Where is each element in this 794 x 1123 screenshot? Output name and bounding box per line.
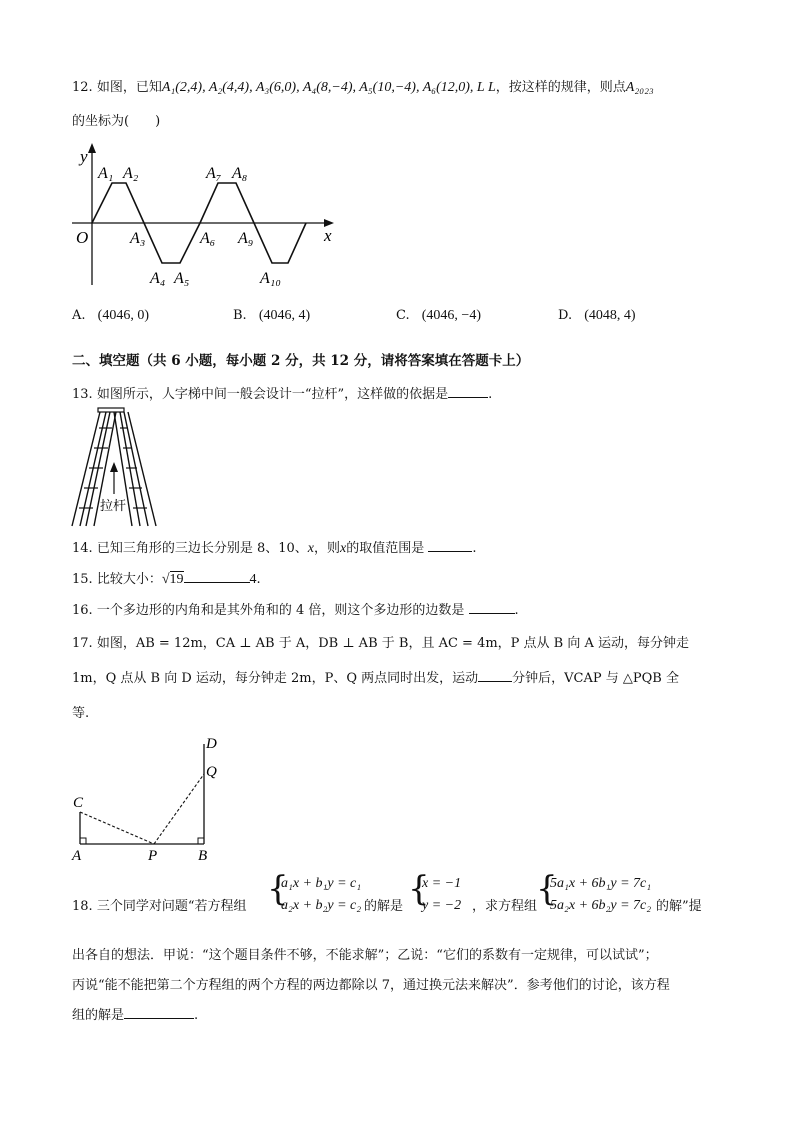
q17-answer-blank[interactable] — [478, 668, 512, 682]
option-letter: B. — [233, 308, 247, 323]
q12-prefix: 如图，已知 — [96, 80, 162, 95]
brace-icon: { — [267, 869, 289, 909]
q18-line4-a: 组的解是 — [72, 1008, 125, 1023]
pull-rod-label: 拉杆 — [100, 498, 127, 513]
q16-answer-blank[interactable] — [469, 600, 515, 614]
option-letter: D. — [558, 308, 573, 323]
q18-text-d: 的解”提 — [656, 899, 702, 914]
point-b-label: B — [198, 848, 208, 864]
label-a1: A₁ — [98, 165, 114, 182]
point-c-label: C — [73, 795, 84, 811]
q14-var: x — [307, 541, 314, 556]
point-q-label: Q — [206, 764, 217, 780]
brace-icon: { — [536, 869, 558, 909]
q14-text-a: 已知三角形的三边长分别是 8、10、 — [96, 541, 308, 556]
q17-line3: 等. — [72, 706, 90, 721]
q13-text: 如图所示，人字梯中间一般会设计一“拉杆”，这样做的依据是 — [96, 387, 449, 402]
q18-text-a: 三个同学对问题“若方程组 — [96, 899, 247, 914]
q12-option-c[interactable] — [396, 308, 481, 324]
q17-geometry-figure — [66, 732, 226, 864]
brace-icon: { — [408, 869, 430, 909]
option-letter: C. — [396, 308, 410, 323]
q12-suffix: ，按这样的规律，则点 — [495, 80, 626, 95]
point-a-label: A — [72, 848, 82, 864]
q14-text-c: 的取值范围是 — [346, 541, 425, 556]
q18-number: 18. — [72, 899, 93, 914]
q12-option-d[interactable] — [558, 308, 636, 324]
y-axis-arrow-icon — [88, 143, 96, 153]
q15-line — [72, 568, 261, 588]
q18-system2-eq1: 5a₁x + 6b₁y = 7c₁ — [550, 876, 652, 891]
q18-answer-blank[interactable] — [124, 1005, 194, 1019]
q12-option-a[interactable] — [72, 308, 149, 324]
q14-answer-blank[interactable] — [428, 538, 472, 552]
q13-number: 13. — [72, 387, 93, 402]
q18-lead — [72, 895, 246, 914]
label-a8: A₈ — [232, 165, 248, 182]
q17-line2-a: 1m，Q 点从 B 向 D 运动，每分钟走 2m，P、Q 两点同时出发，运动 — [72, 671, 479, 686]
option-value: (4046, −4) — [421, 308, 481, 323]
q14-number: 14. — [72, 541, 93, 556]
option-letter: A. — [72, 308, 86, 323]
q17-number: 17. — [72, 636, 93, 651]
q15-radicand: 19 — [169, 572, 184, 587]
q15-end: . — [256, 572, 261, 587]
q14-text-b: ，则 — [314, 541, 341, 556]
option-value: (4048, 4) — [584, 308, 636, 323]
q15-text: 比较大小： — [96, 572, 162, 587]
q16-end: . — [514, 603, 519, 618]
q16-line — [72, 599, 519, 618]
q13-line — [72, 383, 492, 402]
q16-number: 16. — [72, 603, 93, 618]
q17-line1 — [72, 632, 689, 651]
section2-heading: 二、填空题（共 6 小题，每小题 2 分，共 12 分，请将答案填在答题卡上） — [72, 353, 530, 369]
q13-end: . — [488, 387, 493, 402]
y-axis-label: y — [80, 147, 88, 166]
q13-answer-blank[interactable] — [448, 384, 488, 398]
q14-line — [72, 537, 477, 557]
q12-line2: 的坐标为( ) — [72, 114, 161, 129]
label-a10: A₁₀ — [260, 270, 281, 287]
q18-line4-b: . — [194, 1008, 199, 1023]
label-a9: A₉ — [238, 230, 254, 247]
q18-system1-eq2: a₂x + b₂y = c₂ — [281, 898, 362, 913]
q12-target: A₂₀₂₃ — [625, 80, 654, 95]
q18-line2: 出各自的想法．甲说：“这个题目条件不够，不能求解”；乙说：“它们的系数有一定规律，可以试试”； — [72, 948, 658, 963]
label-a5: A₅ — [174, 270, 190, 287]
label-a3: A₃ — [130, 230, 146, 247]
q18-system1-eq1: a₁x + b₁y = c₁ — [281, 876, 362, 891]
q12-zigzag-figure — [66, 140, 346, 290]
q15-number: 15. — [72, 572, 93, 587]
q18-text-b: 的解是 — [364, 899, 404, 914]
x-axis-label: x — [324, 226, 332, 245]
q12-option-b[interactable] — [233, 308, 310, 324]
point-p-label: P — [148, 848, 158, 864]
sqrt-icon: √ — [161, 572, 170, 587]
label-a7: A₇ — [206, 165, 222, 182]
q17-line1-text: 如图，AB = 12m，CA ⊥ AB 于 A，DB ⊥ AB 于 B，且 AC = 4m，P 点从 B 向 A 运动，每分钟走 — [96, 636, 690, 651]
q18-solution-x: x = −1 — [422, 876, 462, 891]
q13-ladder-figure — [70, 406, 160, 530]
q14-end: . — [472, 541, 477, 556]
q18-system2-eq2: 5a₂x + 6b₂y = 7c₂ — [550, 898, 652, 913]
q15-answer-blank[interactable] — [184, 569, 250, 583]
pull-rod-arrow-icon — [110, 462, 118, 472]
q12-number: 12. — [72, 80, 93, 95]
label-a4: A₄ — [150, 270, 166, 287]
q15-right: 4 — [249, 572, 257, 587]
q14-var2: x — [340, 541, 347, 556]
option-value: (4046, 0) — [97, 308, 149, 323]
q12-line1 — [72, 76, 654, 96]
q16-text: 一个多边形的内角和是其外角和的 4 倍，则这个多边形的边数是 — [96, 603, 465, 618]
q17-line2-b: 分钟后，VCAP 与 △PQB 全 — [512, 671, 679, 686]
q18-line4 — [72, 1004, 198, 1023]
point-d-label: D — [206, 736, 217, 752]
q18-solution-y: y = −2 — [422, 898, 462, 913]
q18-text-c: ，求方程组 — [472, 899, 538, 914]
option-value: (4046, 4) — [258, 308, 311, 323]
q17-line2 — [72, 667, 679, 686]
q18-line3: 丙说“能不能把第二个方程组的两个方程的两边都除以 7，通过换元法来解决”．参考他们的讨论，该方程 — [72, 978, 670, 993]
label-a2: A₂ — [123, 165, 139, 182]
origin-label: O — [76, 228, 89, 247]
label-a6: A₆ — [200, 230, 216, 247]
q12-points: A₁(2,4), A₂(4,4), A₃(6,0), A₄(8,−4), A₅(10,−4), A₆(12,0), L L — [161, 80, 496, 95]
